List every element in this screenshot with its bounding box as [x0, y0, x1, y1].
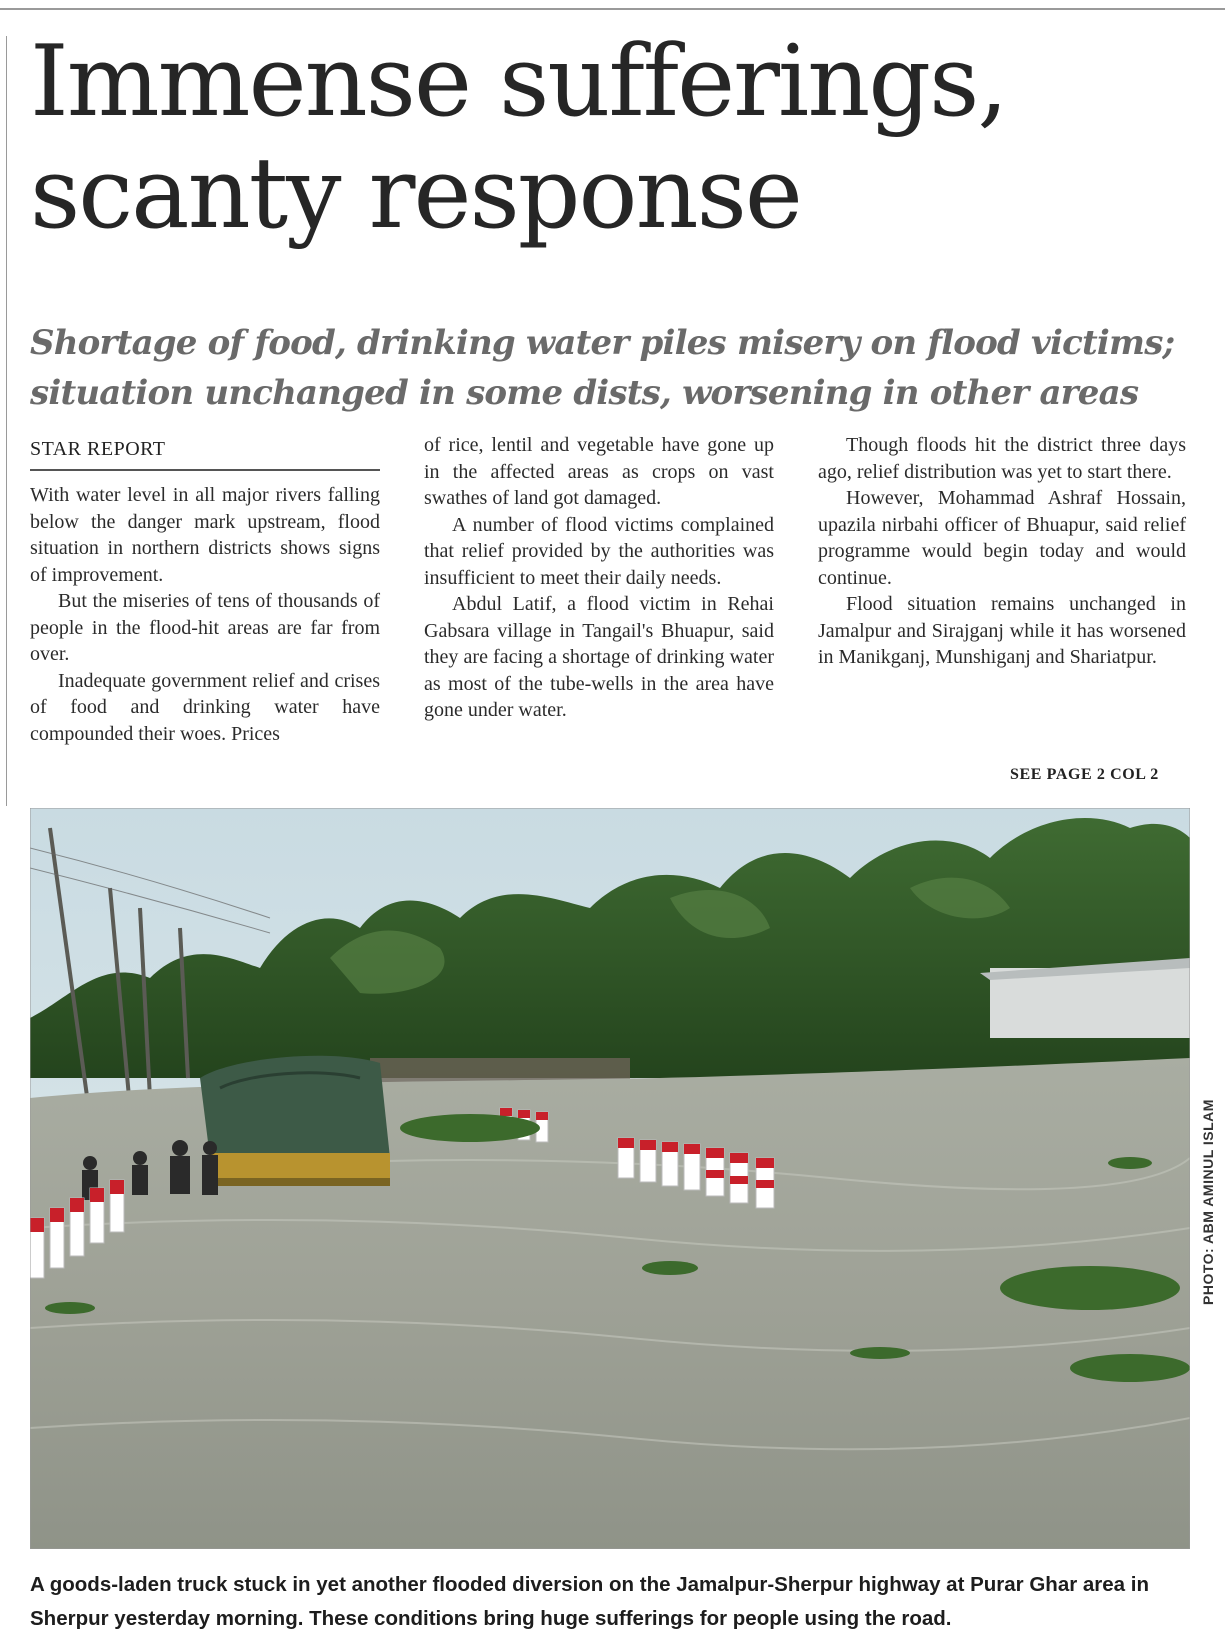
photo-caption: A goods-laden truck stuck in yet another flooded diversion on the Jamalpur-Sherpur highway at Purar Ghar area in Sherpur yesterday morning. These conditions bring huge sufferings for people using the road.: [30, 1573, 1149, 1630]
floodwater: [30, 1058, 1190, 1549]
building: [990, 968, 1190, 1038]
paragraph: But the miseries of tens of thousands of people in the flood-hit areas are far from over.: [30, 590, 380, 665]
paragraph: However, Mohammad Ashraf Hossain, upazila nirbahi officer of Bhuapur, said relief programme would begin today and would continue.: [818, 487, 1186, 589]
paragraph: Though floods hit the district three days ago, relief distribution was yet to start there.: [818, 434, 1186, 483]
paragraph: A number of flood victims complained that relief provided by the authorities was insufficient to meet their daily needs.: [424, 513, 774, 589]
headline: [30, 26, 1200, 250]
flood-photo: [30, 808, 1190, 1549]
headline-line-1: Immense sufferings,: [30, 25, 1007, 139]
paragraph: of rice, lentil and vegetable have gone up in the affected areas as crops on vast swathes of land got damaged.: [424, 434, 774, 509]
paragraph: Flood situation remains unchanged in Jamalpur and Sirajganj while it has worsened in Manikganj, Munshiganj and Shariatpur.: [818, 593, 1186, 668]
truck: [200, 1056, 390, 1186]
continuation-link[interactable]: SEE PAGE 2 COL 2: [1010, 766, 1159, 783]
subheadline-line-2: situation unchanged in some dists, worsening in other areas: [30, 373, 1139, 413]
headline-line-2: scanty response: [30, 137, 801, 251]
paragraph: With water level in all major rivers falling below the danger mark upstream, flood situation in northern districts shows signs of improvement.: [30, 484, 380, 586]
article-column-1: [30, 482, 380, 747]
left-column-rule: [6, 36, 7, 806]
subheadline: [30, 318, 1200, 418]
byline: STAR REPORT: [30, 438, 380, 471]
photo-credit: PHOTO: ABM AMINUL ISLAM: [1200, 1099, 1216, 1305]
article-column-3: [818, 432, 1186, 671]
subheadline-line-1: Shortage of food, drinking water piles misery on flood victims;: [30, 323, 1175, 363]
paragraph: Abdul Latif, a flood victim in Rehai Gabsara village in Tangail's Bhuapur, said they are facing a shortage of drinking water as most of the tube-wells in the area have gone under water.: [424, 593, 774, 721]
paragraph: Inadequate government relief and crises of food and drinking water have compounded their woes. Prices: [30, 669, 380, 745]
article-column-2: [424, 432, 774, 724]
top-rule: [0, 8, 1225, 10]
